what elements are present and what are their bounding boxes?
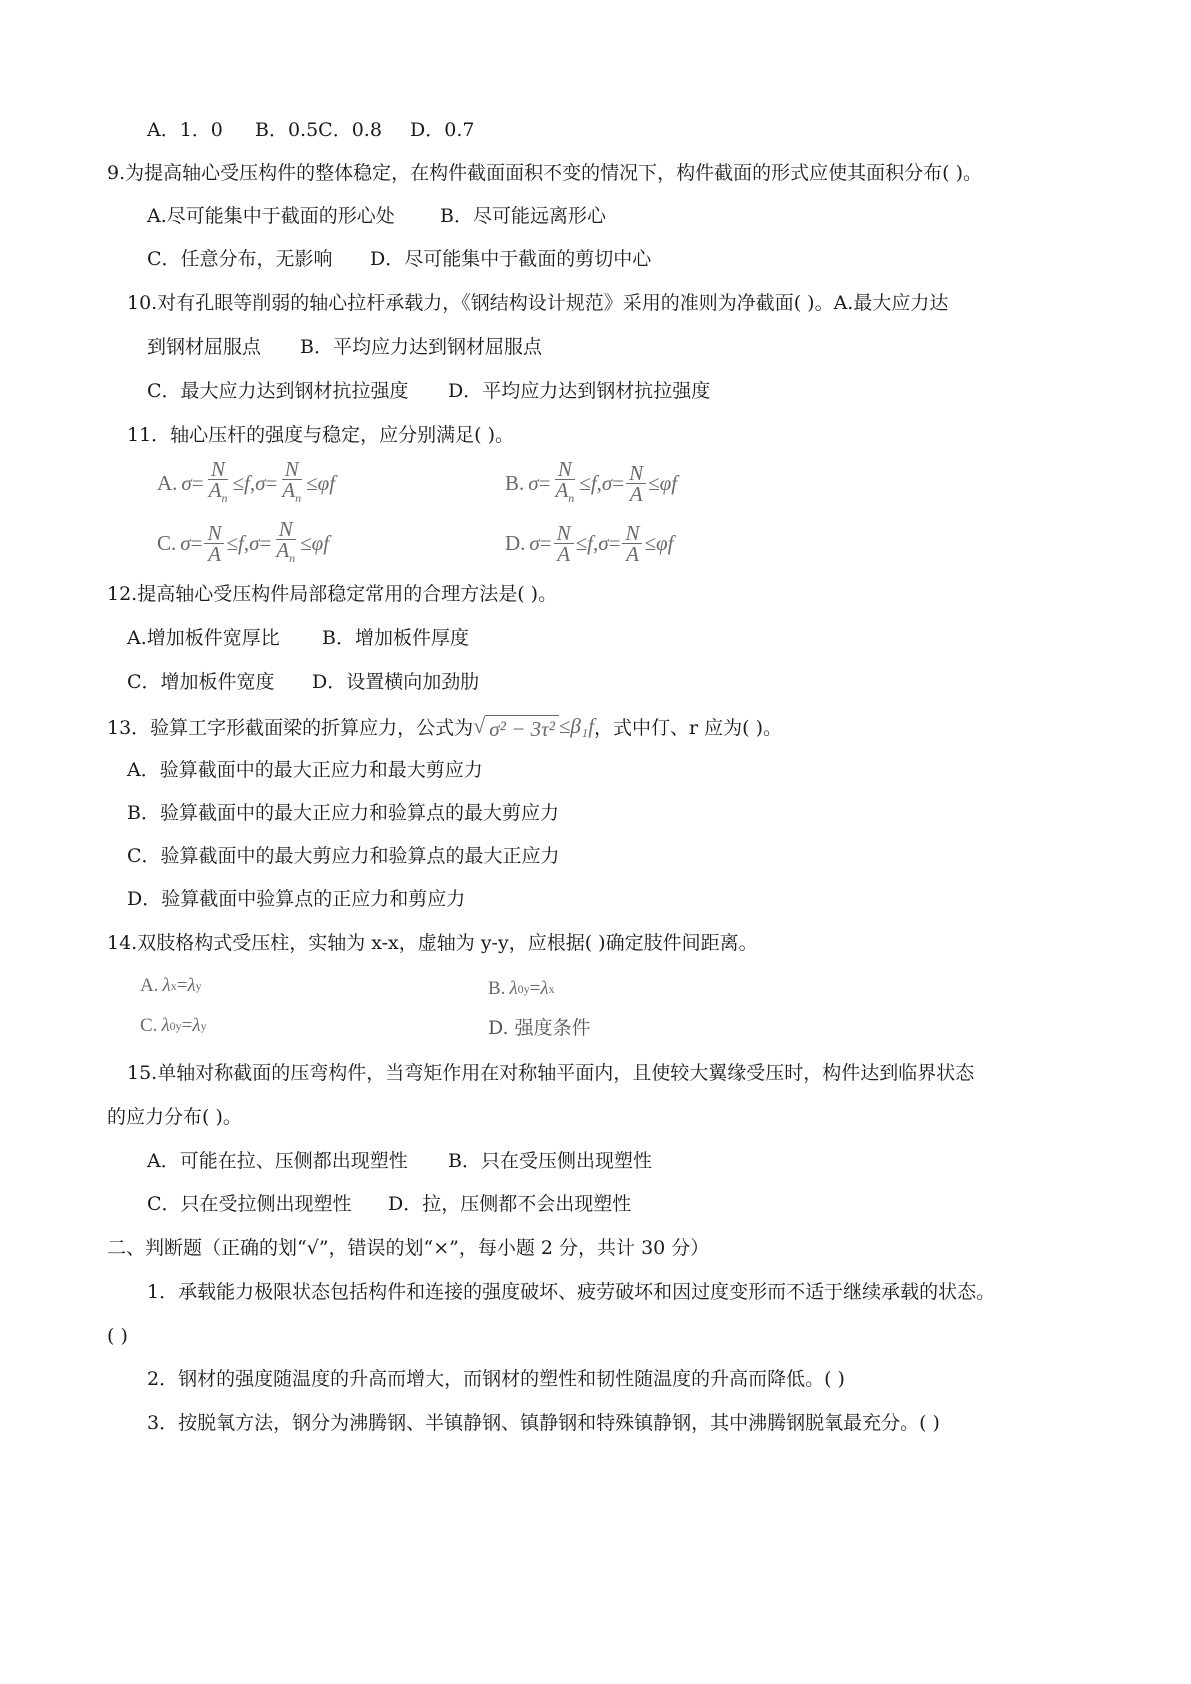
- q14-option-d: D. 强度条件: [488, 1017, 591, 1039]
- q11-option-a-formula: A. σ = $\frac{N}{A_n}$ ≤ f , σ = $\frac{N}{A_n}$ ≤ φ f: [157, 460, 335, 506]
- q13-option-a: A．验算截面中的最大正应力和最大剪应力: [127, 759, 483, 781]
- q8-option-d: D．0.7: [410, 119, 475, 141]
- fraction: $\frac{N}{A}$: [626, 463, 646, 504]
- q9-option-b: B．尽可能远离形心: [440, 205, 606, 227]
- q14-option-c: C. λ 0y = λ y: [140, 1015, 207, 1036]
- q12-stem: 12.提高轴心受压构件局部稳定常用的合理方法是( )。: [107, 583, 558, 605]
- q12-option-c: C．增加板件宽度: [127, 671, 275, 693]
- fraction: $\frac{N}{A_n}$: [282, 456, 302, 505]
- q14-stem: 14.双肢格构式受压柱，实轴为 x-x，虚轴为 y-y，应根据( )确定肢件间距离。: [107, 932, 758, 954]
- q12-option-a: A.增加板件宽厚比: [127, 627, 280, 649]
- q8-option-a: A．1．0: [147, 119, 223, 141]
- q13-option-d: D．验算截面中验算点的正应力和剪应力: [127, 888, 466, 910]
- fraction: $\frac{N}{A}$: [204, 523, 224, 564]
- q10-option-d: D．平均应力达到钢材抗拉强度: [448, 380, 711, 402]
- sqrt-formula: √ σ² − 3τ² ≤β₁f: [473, 713, 595, 741]
- q9-stem: 9.为提高轴心受压构件的整体稳定，在构件截面面积不变的情况下，构件截面的形式应使其面积分布( )。: [107, 162, 982, 184]
- q15-stem-continued: 的应力分布( )。: [107, 1106, 242, 1128]
- fraction: $\frac{N}{A_n}$: [276, 516, 296, 565]
- q13-option-c: C．验算截面中的最大剪应力和验算点的最大正应力: [127, 845, 560, 867]
- q15-option-a: A．可能在拉、压侧都出现塑性: [147, 1150, 408, 1172]
- q11-option-d-formula: D. σ = $\frac{N}{A}$ ≤ f , σ = $\frac{N}{A}$ ≤ φ f: [505, 520, 674, 566]
- judgment-1: 1．承载能力极限状态包括构件和连接的强度破坏、疲劳破坏和因过度变形而不适于继续承载的状态。: [147, 1281, 996, 1303]
- q9-option-a: A.尽可能集中于截面的形心处: [147, 205, 395, 227]
- q15-option-c: C．只在受拉侧出现塑性: [147, 1193, 352, 1215]
- q8-option-bc: B．0.5C．0.8: [255, 119, 382, 141]
- q14-option-a: A. λ x = λ y: [140, 975, 202, 996]
- q10-stem-continued: 到钢材屈服点: [147, 336, 262, 358]
- q13-stem: 13．验算工字形截面梁的折算应力，公式为 √ σ² − 3τ² ≤β₁f ，式中仃、r 应为( )。: [107, 713, 783, 741]
- q14-option-b: B. λ 0y = λ x: [488, 978, 555, 999]
- q15-stem: 15.单轴对称截面的压弯构件，当弯矩作用在对称轴平面内，且使较大翼缘受压时，构件达到临界状态: [127, 1062, 975, 1084]
- judgment-2: 2．钢材的强度随温度的升高而增大，而钢材的塑性和韧性随温度的升高而降低。( ): [147, 1368, 845, 1390]
- q12-option-b: B．增加板件厚度: [322, 627, 469, 649]
- q15-option-b: B．只在受压侧出现塑性: [448, 1150, 652, 1172]
- section2-heading: 二、判断题（正确的划“√”，错误的划“×”，每小题 2 分，共计 30 分）: [107, 1237, 710, 1259]
- q10-option-b: B．平均应力达到钢材屈服点: [300, 336, 542, 358]
- fraction: $\frac{N}{A_n}$: [208, 456, 228, 505]
- judgment-1-continued: ( ): [107, 1325, 128, 1347]
- fraction: $\frac{N}{A_n}$: [555, 456, 575, 505]
- q9-option-c: C．任意分布，无影响: [147, 248, 333, 270]
- q13-option-b: B．验算截面中的最大正应力和验算点的最大剪应力: [127, 802, 559, 824]
- fraction: $\frac{N}{A}$: [554, 523, 574, 564]
- q12-option-d: D．设置横向加劲肋: [312, 671, 480, 693]
- q9-option-d: D．尽可能集中于截面的剪切中心: [370, 248, 652, 270]
- q10-stem: 10.对有孔眼等削弱的轴心拉杆承载力，《钢结构设计规范》采用的准则为净截面( )。A.最大应力达: [127, 292, 949, 314]
- fraction: $\frac{N}{A}$: [622, 523, 642, 564]
- q11-option-c-formula: C. σ = $\frac{N}{A}$ ≤ f , σ = $\frac{N}{A_n}$ ≤ φ f: [157, 516, 330, 566]
- q11-option-b-formula: B. σ = $\frac{N}{A_n}$ ≤ f , σ = $\frac{N}{A}$ ≤ φ f: [505, 456, 678, 506]
- judgment-3: 3．按脱氧方法，钢分为沸腾钢、半镇静钢、镇静钢和特殊镇静钢，其中沸腾钢脱氧最充分。( ): [147, 1412, 940, 1434]
- q11-stem: 11．轴心压杆的强度与稳定，应分别满足( )。: [127, 424, 515, 446]
- q10-option-c: C．最大应力达到钢材抗拉强度: [147, 380, 409, 402]
- q15-option-d: D．拉，压侧都不会出现塑性: [388, 1193, 632, 1215]
